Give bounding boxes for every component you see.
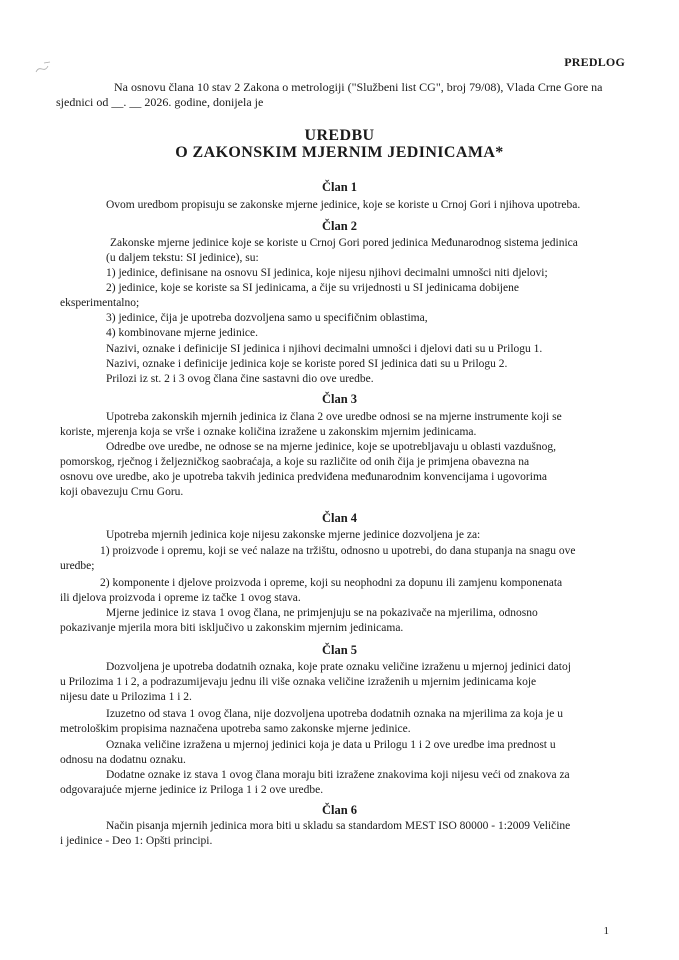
article-4-line: 2) komponente i djelove proizvoda i opreme, koji su neophodni za dopunu ili zamjenu komponenata [100,577,563,589]
article-6-line: Način pisanja mjernih jedinica mora biti u skladu sa standardom MEST ISO 80000 - 1:2009 Veličine [106,820,571,832]
article-5-line: u Prilozima 1 i 2, a podrazumijevaju jednu ili više oznaka veličine izraženih u mjernim jedinicama koje [60,676,537,688]
document-title: UREDBU [304,127,375,144]
article-4-line: uredbe; [60,560,95,572]
article-3-line: Odredbe ove uredbe, ne odnose se na mjerne jedinice, koje se upotrebljavaju u oblasti vazdušnog, [106,441,556,453]
article-2-heading: Član 2 [321,219,358,233]
article-2-line: Nazivi, oznake i definicije SI jedinica i njihovi decimalni umnošci i djelovi dati su u Prilogu 1. [106,343,543,355]
article-2-line: Prilozi iz st. 2 i 3 ovog člana čine sastavni dio ove uredbe. [106,373,374,385]
preamble: Na osnovu člana 10 stav 2 Zakona o metrologiji ("Službeni list CG", broj 79/08), Vlada Crne Gore na sjednici od __. __ 2026. godine, donijela je [56,80,603,109]
article-1-line: Ovom uredbom propisuju se zakonske mjerne jedinice, koje se koriste u Crnoj Gori i njihova upotreba. [106,199,581,211]
page-number: 1 [603,925,609,937]
article-2-line: 1) jedinice, definisane na osnovu SI jedinica, koje nijesu njihovi decimalni umnošci niti djelovi; [106,267,548,279]
article-2-line: 4) kombinovane mjerne jedinice. [106,327,259,339]
article-2-line: 3) jedinice, čija je upotreba dozvoljena samo u specifičnim oblastima, [106,312,428,324]
article-4-line: Upotreba mjernih jedinica koje nijesu zakonske mjerne jedinice dozvoljena je za: [106,529,481,541]
article-5-line: nijesu date u Prilozima 1 i 2. [60,691,192,703]
article-3-line: Upotreba zakonskih mjernih jedinica iz člana 2 ove uredbe odnosi se na mjerne instrumente koji se [106,411,562,423]
article-4-line: pokazivanje mjerila mora biti isključivo u zakonskim mjernim jedinicama. [60,622,404,634]
article-6-heading: Član 6 [321,803,358,817]
article-2-line: eksperimentalno; [60,297,140,309]
article-5-line: Oznaka veličine izražena u mjernoj jedinici koja je data u Prilogu 1 i 2 ove uredbe ima prednost u [106,739,556,751]
article-5-line: Dodatne oznake iz stava 1 ovog člana moraju biti izražene znakovima koji nijesu veći od znakova za [106,769,570,781]
article-3-line: koriste, mjerenja koja se vrše i oznake količina izražene u zakonskim mjernim jedinicama. [60,426,477,438]
article-5-line: Dozvoljena je upotreba dodatnih oznaka, koje prate oznaku veličine izraženu u mjernoj jedinici datoj [106,661,571,673]
article-5-line: odgovarajuće mjerne jedinice iz Priloga 1 i 2 ove uredbe. [60,784,324,796]
article-3-heading: Član 3 [321,392,358,406]
article-3-line: pomorskog, rječnog i željezničkog saobraćaja, a koje su različite od onih čija je primjena obavezna na [60,456,530,468]
article-2-line: (u daljem tekstu: SI jedinice), su: [106,252,259,264]
article-4-line: Mjerne jedinice iz stava 1 ovog člana, ne primjenjuju se na pokazivače na mjerilima, odnosno [106,607,538,619]
article-6-line: i jedinice - Deo 1: Opšti principi. [60,835,213,847]
article-3-line: koji obavezuju Crnu Goru. [60,486,184,498]
article-4-line: ili djelova proizvoda i opreme iz tačke 1 ovog stava. [60,592,301,604]
pen-mark-icon [34,60,54,76]
article-2-line: Zakonske mjerne jedinice koje se koriste u Crnoj Gori pored jedinica Međunarodnog sistema jedinica [110,237,578,249]
article-4-heading: Član 4 [321,511,358,525]
article-5-line: odnosu na dodatnu oznaku. [60,754,186,766]
article-2-line: 2) jedinice, koje se koriste sa SI jedinicama, a čije su vrijednosti u SI jedinicama dobijene [106,282,519,294]
document-subtitle: O ZAKONSKIM MJERNIM JEDINICAMA* [175,144,504,161]
article-1-heading: Član 1 [321,180,358,194]
article-5-line: Izuzetno od stava 1 ovog člana, nije dozvoljena upotreba dodatnih oznaka na mjerilima za koja je u [106,708,563,720]
article-5-line: metrološkim propisima naznačena upotreba samo zakonske mjerne jedinice. [60,723,411,735]
article-3-line: osnovu ove uredbe, ako je upotreba takvih jedinica predviđena međunarodnim konvencijama i ugovorima [60,471,548,483]
article-2-line: Nazivi, oznake i definicije jedinica koje se koriste pored SI jedinica dati su u Prilogu 2. [106,358,508,370]
draft-label: PREDLOG [564,55,625,69]
article-5-heading: Član 5 [321,643,358,657]
article-4-line: 1) proizvode i opremu, koji se već nalaze na tržištu, odnosno u upotrebi, do dana stupanja na snagu ove [100,545,576,557]
